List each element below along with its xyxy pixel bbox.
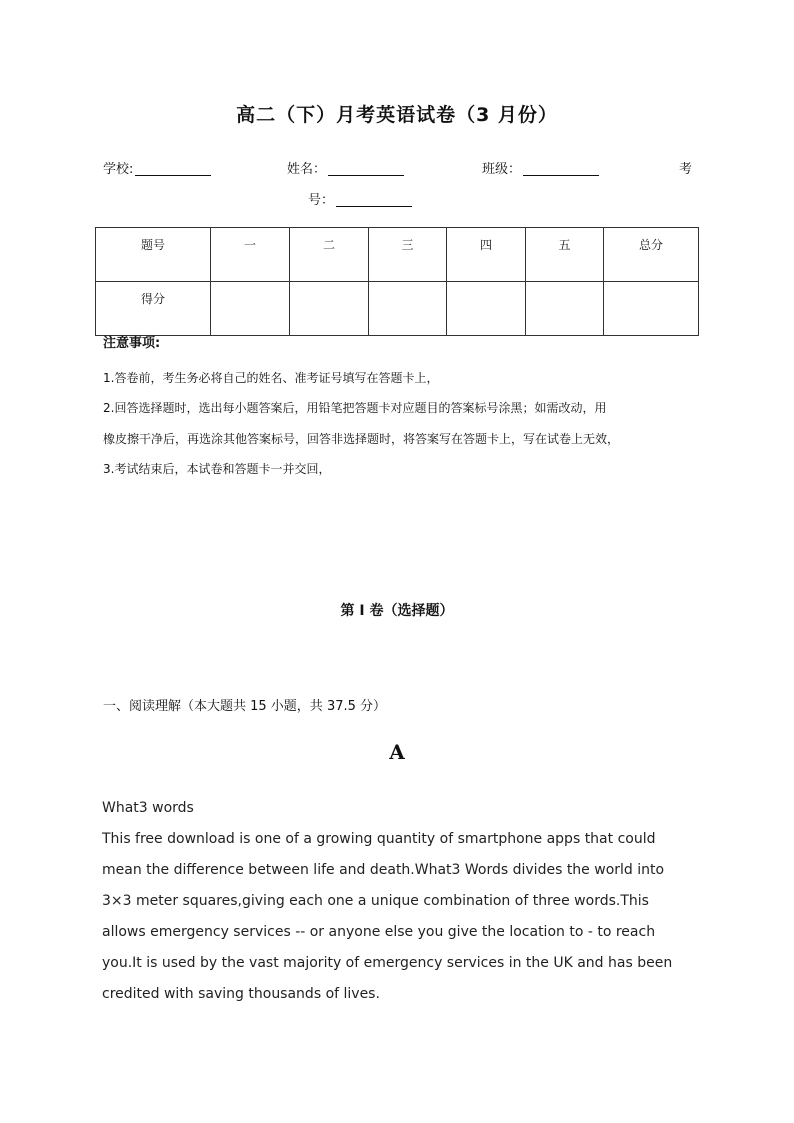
passage-body xyxy=(102,793,702,1010)
score-header-cell: 二 xyxy=(290,228,369,282)
passage-letter: A xyxy=(389,740,405,764)
name-field xyxy=(287,158,404,177)
notice-item-3: 3.考试结束后，本试卷和答题卡一并交回， xyxy=(103,462,331,476)
notice-heading: 注意事项: xyxy=(103,336,161,351)
score-header-cell: 题号 xyxy=(96,228,211,282)
score-cell[interactable] xyxy=(604,282,699,336)
notice-item-2-line-2: 橡皮擦干净后，再选涂其他答案标号，回答非选择题时，将答案写在答题卡上，写在试卷上无效， xyxy=(103,432,620,446)
part-title: 一、阅读理解（本大题共 15 小题，共 37.5 分） xyxy=(103,699,387,714)
school-blank[interactable] xyxy=(135,163,211,176)
score-header-cell: 五 xyxy=(526,228,604,282)
class-field xyxy=(482,158,599,177)
score-cell[interactable] xyxy=(447,282,526,336)
school-field xyxy=(103,158,211,177)
section-title: 第 I 卷（选择题） xyxy=(340,603,454,619)
passage-line: mean the difference between life and death.What3 Words divides the world into xyxy=(102,862,665,878)
score-cell[interactable] xyxy=(526,282,604,336)
score-table-header-row xyxy=(96,228,699,282)
notice-item-2-line-1: 2.回答选择题时，选出每小题答案后，用铅笔把答题卡对应题目的答案标号涂黑；如需改动，用 xyxy=(103,401,607,415)
class-blank[interactable] xyxy=(523,163,599,176)
score-header-cell: 四 xyxy=(447,228,526,282)
exam-title: 高二（下）月考英语试卷（3 月份） xyxy=(236,104,558,126)
score-cell[interactable] xyxy=(211,282,290,336)
notice-item-1: 1.答卷前，考生务必将自己的姓名、准考证号填写在答题卡上， xyxy=(103,371,439,385)
passage-line: you.It is used by the vast majority of emergency services in the UK and has been xyxy=(102,955,673,971)
passage-title: What3 words xyxy=(102,800,194,816)
score-row-label: 得分 xyxy=(96,282,211,336)
score-header-cell: 一 xyxy=(211,228,290,282)
score-table-score-row xyxy=(96,282,699,336)
passage-line: 3×3 meter squares,giving each one a unique combination of three words.This xyxy=(102,893,649,909)
exam-number-blank[interactable] xyxy=(336,194,412,207)
name-label: 姓名： xyxy=(287,162,327,177)
school-label: 学校: xyxy=(103,162,134,177)
score-cell[interactable] xyxy=(369,282,447,336)
class-label: 班级： xyxy=(482,162,522,177)
passage-line: allows emergency services -- or anyone else you give the location to - to reach xyxy=(102,924,656,940)
exam-number-label-part1: 考 xyxy=(679,162,693,177)
passage-line: This free download is one of a growing quantity of smartphone apps that could xyxy=(102,831,656,847)
score-header-cell: 总分 xyxy=(604,228,699,282)
exam-number-label-part2: 号： xyxy=(308,193,335,208)
passage-line: credited with saving thousands of lives. xyxy=(102,986,380,1002)
exam-number-field xyxy=(308,189,412,208)
score-cell[interactable] xyxy=(290,282,369,336)
name-blank[interactable] xyxy=(328,163,404,176)
score-header-cell: 三 xyxy=(369,228,447,282)
score-table xyxy=(95,227,699,336)
